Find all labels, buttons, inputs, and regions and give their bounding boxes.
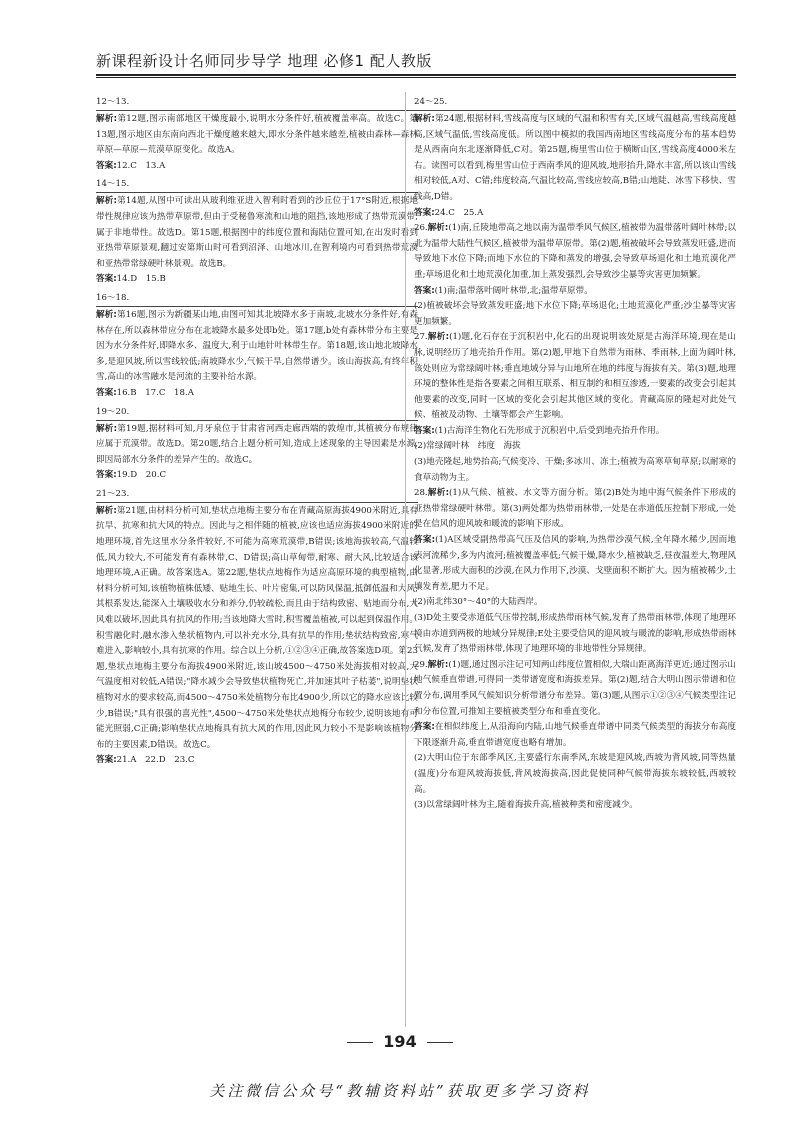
- question-range: [96, 487, 418, 503]
- left-column: [96, 92, 418, 1027]
- analysis-label: 解析:: [427, 332, 450, 343]
- question-number: 27.: [414, 332, 428, 343]
- header-title: 新课程新设计名师同步导学 地理 必修1 配人教版: [96, 52, 432, 70]
- answer-body: 12.C 13.A: [116, 160, 166, 171]
- analysis-text: [96, 194, 418, 272]
- answer-text: [96, 468, 418, 484]
- analysis-body: (1)南,丘陵地带高之地以南为温带季风气候区,植被带为温带落叶阔叶林带;以北为温带大陆性气候区,植被带为温带草原带。第(2)题,植被破坏会导致蒸发旺盛,进而导致地下水位下降;而地下水位的下降和蒸发的增强,会导致草场退化和土地荒漠化严重;草场退化和土地荒漠化加重,加上蒸发强烈,会导致沙尘暴等灾害更加频繁。: [414, 223, 736, 280]
- answer-text: [414, 206, 736, 222]
- analysis-label: 解析:: [96, 505, 117, 516]
- question-block: [414, 95, 736, 221]
- answer-label: 答案:: [414, 425, 435, 436]
- analysis-body: 第24题,根据材料,雪线高度与区域的气温和积雪有关,区域气温越高,雪线高度越高,区域气温低,雪线高度低。所以图中模拟的我国西南地区雪线高度分布的基本趋势是从西南向东北逐渐降低,C对。第25题,梅里雪山位于横断山区,雪线高度4000米左右。读图可以看到,梅里雪山位于西南季风的迎风坡,地形抬升,降水丰富,所以该山雪线相对较低,A对、C错;纬度较高,气温比较高,雪线应较高,B错;山地陡、冰雪下移快、雪线高,D错。: [414, 114, 736, 202]
- footer-note: 关注微信公众号“教辅资料站”获取更多学习资料: [209, 1082, 591, 1100]
- question-number: 28.: [414, 488, 428, 499]
- answer-extra: (3)以常绿阔叶林为主,随着海拔升高,植被种类和密度减少。: [414, 800, 638, 811]
- analysis-label: 解析:: [96, 196, 117, 207]
- question-range-label: 16～18.: [96, 291, 418, 307]
- analysis-text: [414, 486, 736, 533]
- answer-label: 答案:: [414, 535, 436, 546]
- page-header: [96, 44, 736, 74]
- analysis-text: [414, 112, 736, 206]
- analysis-text: [96, 308, 418, 386]
- question-block: [414, 330, 736, 486]
- answer-extra: (3)地壳隆起,地势抬高;气候变冷、干燥;多冰川、冻土;植被为高寒草甸草原;以耐寒的食草动物为主。: [414, 457, 736, 483]
- question-range: [96, 177, 418, 193]
- analysis-body: 第16题,图示为新疆某山地,由图可知其北坡降水多于南坡,北坡水分条件好,有森林存在,所以森林带应分布在北坡降水最多处即b处。第17题,b处有森林带分布主要是因为水分条件好,即降水多、温度大,利于山地针叶林带生存。第18题,该山地北坡降水多,是迎风坡,所以雪线较低;南坡降水少,气候干旱,自然带谱少。该山海拔高,有终年积雪,高山的冰雪融水是河流的主要补给水源。: [96, 309, 418, 383]
- analysis-body: (1)题,通过图示注记可知两山纬度位置相似,大瑞山距离海洋更近;通过图示山地气候垂直带谱,可得同一类带谱宽度和海拔差异。第(2)题,结合大明山图示带谱和位置分布,调用季风气候知识分析带谱分布差异。第(3)题,从图示①②③④气候类型注记和分布位置,可推知主要植被类型分布和垂直变化。: [414, 659, 736, 717]
- analysis-body: 第12题,图示南部地区干燥度最小,说明水分条件好,植被覆盖率高。故选C。第13题,图示地区由东南向西北干燥度越来越大,即水分条件越来越差,植被由森林—森林草原—草原—荒漠草原变化。故选A。: [96, 114, 418, 156]
- answer-extra: (3)D处主要受赤道低气压带控制,形成热带雨林气候,发育了热带雨林带,体现了地理环境由赤道到两极的地域分异规律;E处主要受信风的迎风坡与暖流的影响,形成热带雨林气候,发育了热带雨林带,体现了地理环境的非地带性分异规律。: [414, 613, 736, 655]
- column-divider: [405, 92, 406, 1027]
- question-block: [96, 487, 418, 769]
- question-range-label: 19～20.: [96, 405, 418, 421]
- analysis-text: [414, 330, 736, 424]
- answer-text: [414, 284, 736, 300]
- analysis-label: 解析:: [96, 309, 117, 320]
- analysis-body: 第21题,由材料分析可知,垫状点地梅主要分布在青藏高原海拔4900米附近,具有抗旱、抗寒和抗大风的特点。因此与之相伴随的植被,应该也适应海拔4900米附近的地理环境,首先这里水分条件较好,不可能为高寒荒漠带,B错误;该地海拔较高,气温较低,风力较大,不可能发育有森林带,C、D错误;高山草甸带,耐寒、耐大风,比较适合该地理环境,A正确。故答案选A。第22题,垫状点地梅作为适应高原环境的典型植物,由材料分析可知,该植物植株低矮、贴地生长、叶片密集,可以防风保温,抵御低温和大风;其根系发达,能深入土壤吸收水分和养分,仍较疏松,而且由于结构致密、贴地而分布,大风难以破坏,因此具有抗风的作用;当该地降大雪时,积雪覆盖植被,可以起到保温作用。积雪融化时,融水渗入垫状植物内,可以补充水分,具有抗旱的作用;垫状结构致密,寒气难进入,影响较小,具有抗寒的作用。综合以上分析,①②③④正确,故答案选D项。第23题,垫状点地梅主要分布海拔4900米附近,该山坡4500～4750米处海拔相对较高,大气温度相对较低,A错误;"降水减少会导致垫状植物死亡,并加速其叶子枯萎",说明垫状植物对水的要求较高,而4500～4750米处植物分布比4900少,所以它的降水应该比较少,B错误;"具有很强的喜光性",4500～4750米处垫状点地梅分布较少,说明该地有可能光照弱,C正确;影响垫状点地梅具有抗大风的作用,因此风力较小不是影响该植物分布的主要因素,D错误。故选C。: [96, 505, 418, 750]
- answer-extra: (2)南北纬30°～40°的大陆西岸。: [414, 597, 543, 608]
- analysis-label: 解析:: [414, 114, 435, 124]
- analysis-text: [96, 422, 418, 469]
- page-number-dash-right: [427, 1042, 453, 1043]
- page-number: [0, 1032, 800, 1051]
- analysis-label: 解析:: [96, 423, 118, 434]
- question-block: [96, 177, 418, 288]
- answer-label: 答案:: [96, 160, 117, 171]
- answer-text: [96, 272, 418, 288]
- answer-body: 24.C 25.A: [434, 207, 484, 218]
- question-range: [96, 291, 418, 307]
- analysis-body: (1)从气候、植被、水文等方面分析。第(2)B处为地中海气候条件下形成的亚热带常绿硬叶林带。第(3)两处都为热带雨林带,一处是在赤道低压控制下形成,一处是在信风的迎风坡和暖流的影响下形成。: [414, 488, 736, 530]
- question-number: 29.: [414, 659, 428, 670]
- answer-label: 答案:: [96, 387, 117, 398]
- analysis-label: 解析:: [96, 114, 118, 124]
- answer-extra: (2)常绿阔叶林 纬度 海拔: [414, 441, 521, 452]
- header-rule: [96, 74, 736, 76]
- question-range-label: 14～15.: [96, 177, 418, 193]
- question-number: 26.: [414, 223, 428, 234]
- analysis-label: 解析:: [427, 488, 450, 499]
- analysis-label: 解析:: [427, 223, 449, 234]
- question-range: [96, 405, 418, 421]
- answer-body: 19.D 20.C: [116, 470, 167, 481]
- answer-label: 答案:: [414, 285, 435, 296]
- header-rule-thin: [96, 77, 736, 78]
- question-range: [96, 95, 418, 111]
- answer-body: 21.A 22.D 23.C: [116, 755, 195, 766]
- answer-label: 答案:: [414, 207, 435, 218]
- answer-body: 16.B 17.C 18.A: [116, 387, 194, 398]
- analysis-body: (1)题,化石存在于沉积岩中,化石的出现说明该处原是古海洋环境,现在是山脉,说明经历了地壳抬升作用。第(2)题,甲地下自然带为雨林、季雨林,上面为阔叶林,该处则应为常绿阔叶林;垂直地域分异与山地所在地的纬度与海拔有关。第(3)题,地理环境的整体性是指各要素之间相互联系、相互制约和相互渗透,一要素的改变会引起其他要素的改变,同时一区域的变化会引起其他区域的变化。青藏高原的隆起对此处气候、植被及动物、土壤等都会产生影响。: [414, 332, 736, 421]
- answer-body: (1)A区域受副热带高气压及信风的影响,为热带沙漠气候,全年降水稀少,因而地表河流稀少,多为内流河;植被覆盖率低;气候干燥,降水少,植被缺乏,昼夜温差大,物理风化显著,形成大面积的沙漠,在风力作用下,沙漠、戈壁面积不断扩大。因为植被稀少,土壤发育差,肥力不足。: [414, 535, 736, 592]
- page-number-text: 194: [383, 1032, 417, 1051]
- question-range-label: 12～13.: [96, 95, 418, 111]
- analysis-text: [96, 112, 418, 159]
- analysis-body: 第14题,从图中可读出从玻利维亚进入智利时看到的沙丘位于17°S附近,根据地带性规律应该为热带草原带,但由于受秘鲁寒流和山地的阻挡,该地形成了热带荒漠带,属于非地带性。故选D。第15题,根据图中的纬度位置和海陆位置可知,在出发时看到亚热带草原景观,翻过安第斯山时可看到沼泽、山地冰川,在智利境内可看到热带荒漠和亚热带常绿硬叶林景观。故选B。: [96, 196, 418, 269]
- answer-body: (1)古海洋生物化石先形成于沉积岩中,后受到地壳抬升作用。: [434, 425, 665, 436]
- answer-text: [96, 386, 418, 402]
- answer-label: 答案:: [96, 274, 117, 285]
- answer-body: (1)南;温带落叶阔叶林带,北;温带草原带。: [434, 285, 593, 296]
- answer-text: [96, 159, 418, 175]
- question-block: [96, 95, 418, 174]
- question-block: [414, 658, 736, 814]
- answer-label: 答案:: [96, 755, 117, 766]
- answer-body: 在相似纬度上,从沿海向内陆,山地气候垂直带谱中同类气候类型的海拔分布高度下限逐渐升高,垂直带谱宽度也略有增加。: [414, 722, 736, 748]
- question-range-label: 21～23.: [96, 487, 418, 503]
- analysis-text: [414, 658, 736, 720]
- question-block: [414, 221, 736, 330]
- analysis-label: 解析:: [427, 659, 449, 670]
- analysis-text: [96, 504, 418, 754]
- answer-extra: (2)大明山位于东部季风区,主要盛行东南季风,东坡是迎风坡,西坡为背风坡,同等热量(温度)分布迎风坡海拔低,背风坡海拔高,因此促使同种气候带海拔东坡较低,西坡较高。: [414, 753, 736, 795]
- page-number-dash-left: [347, 1042, 373, 1043]
- right-column: [414, 92, 736, 1027]
- answer-text: [414, 533, 736, 595]
- answer-label: 答案:: [96, 470, 117, 481]
- question-range: [414, 95, 736, 111]
- analysis-body: 第19题,据材料可知,月牙泉位于甘肃省河西走廊西端的敦煌市,其植被分布规律应属于荒漠带。故选D。第20题,结合上题分析可知,造成上述现象的主导因素是水源,即因局部水分条件的差异产生的。故选C。: [96, 423, 418, 465]
- answer-body: 14.D 15.B: [116, 274, 166, 285]
- answer-text: [96, 753, 418, 769]
- question-block: [414, 486, 736, 658]
- question-range-label: 24～25.: [414, 95, 736, 111]
- answer-label: 答案:: [414, 722, 435, 733]
- question-block: [96, 291, 418, 402]
- question-block: [96, 405, 418, 484]
- answer-extra: (2)植被破坏会导致蒸发旺盛;地下水位下降;草场退化;土地荒漠化严重;沙尘暴等灾害更加频繁。: [414, 301, 736, 327]
- answer-text: [414, 424, 736, 440]
- analysis-text: [414, 221, 736, 283]
- answer-text: [414, 720, 736, 751]
